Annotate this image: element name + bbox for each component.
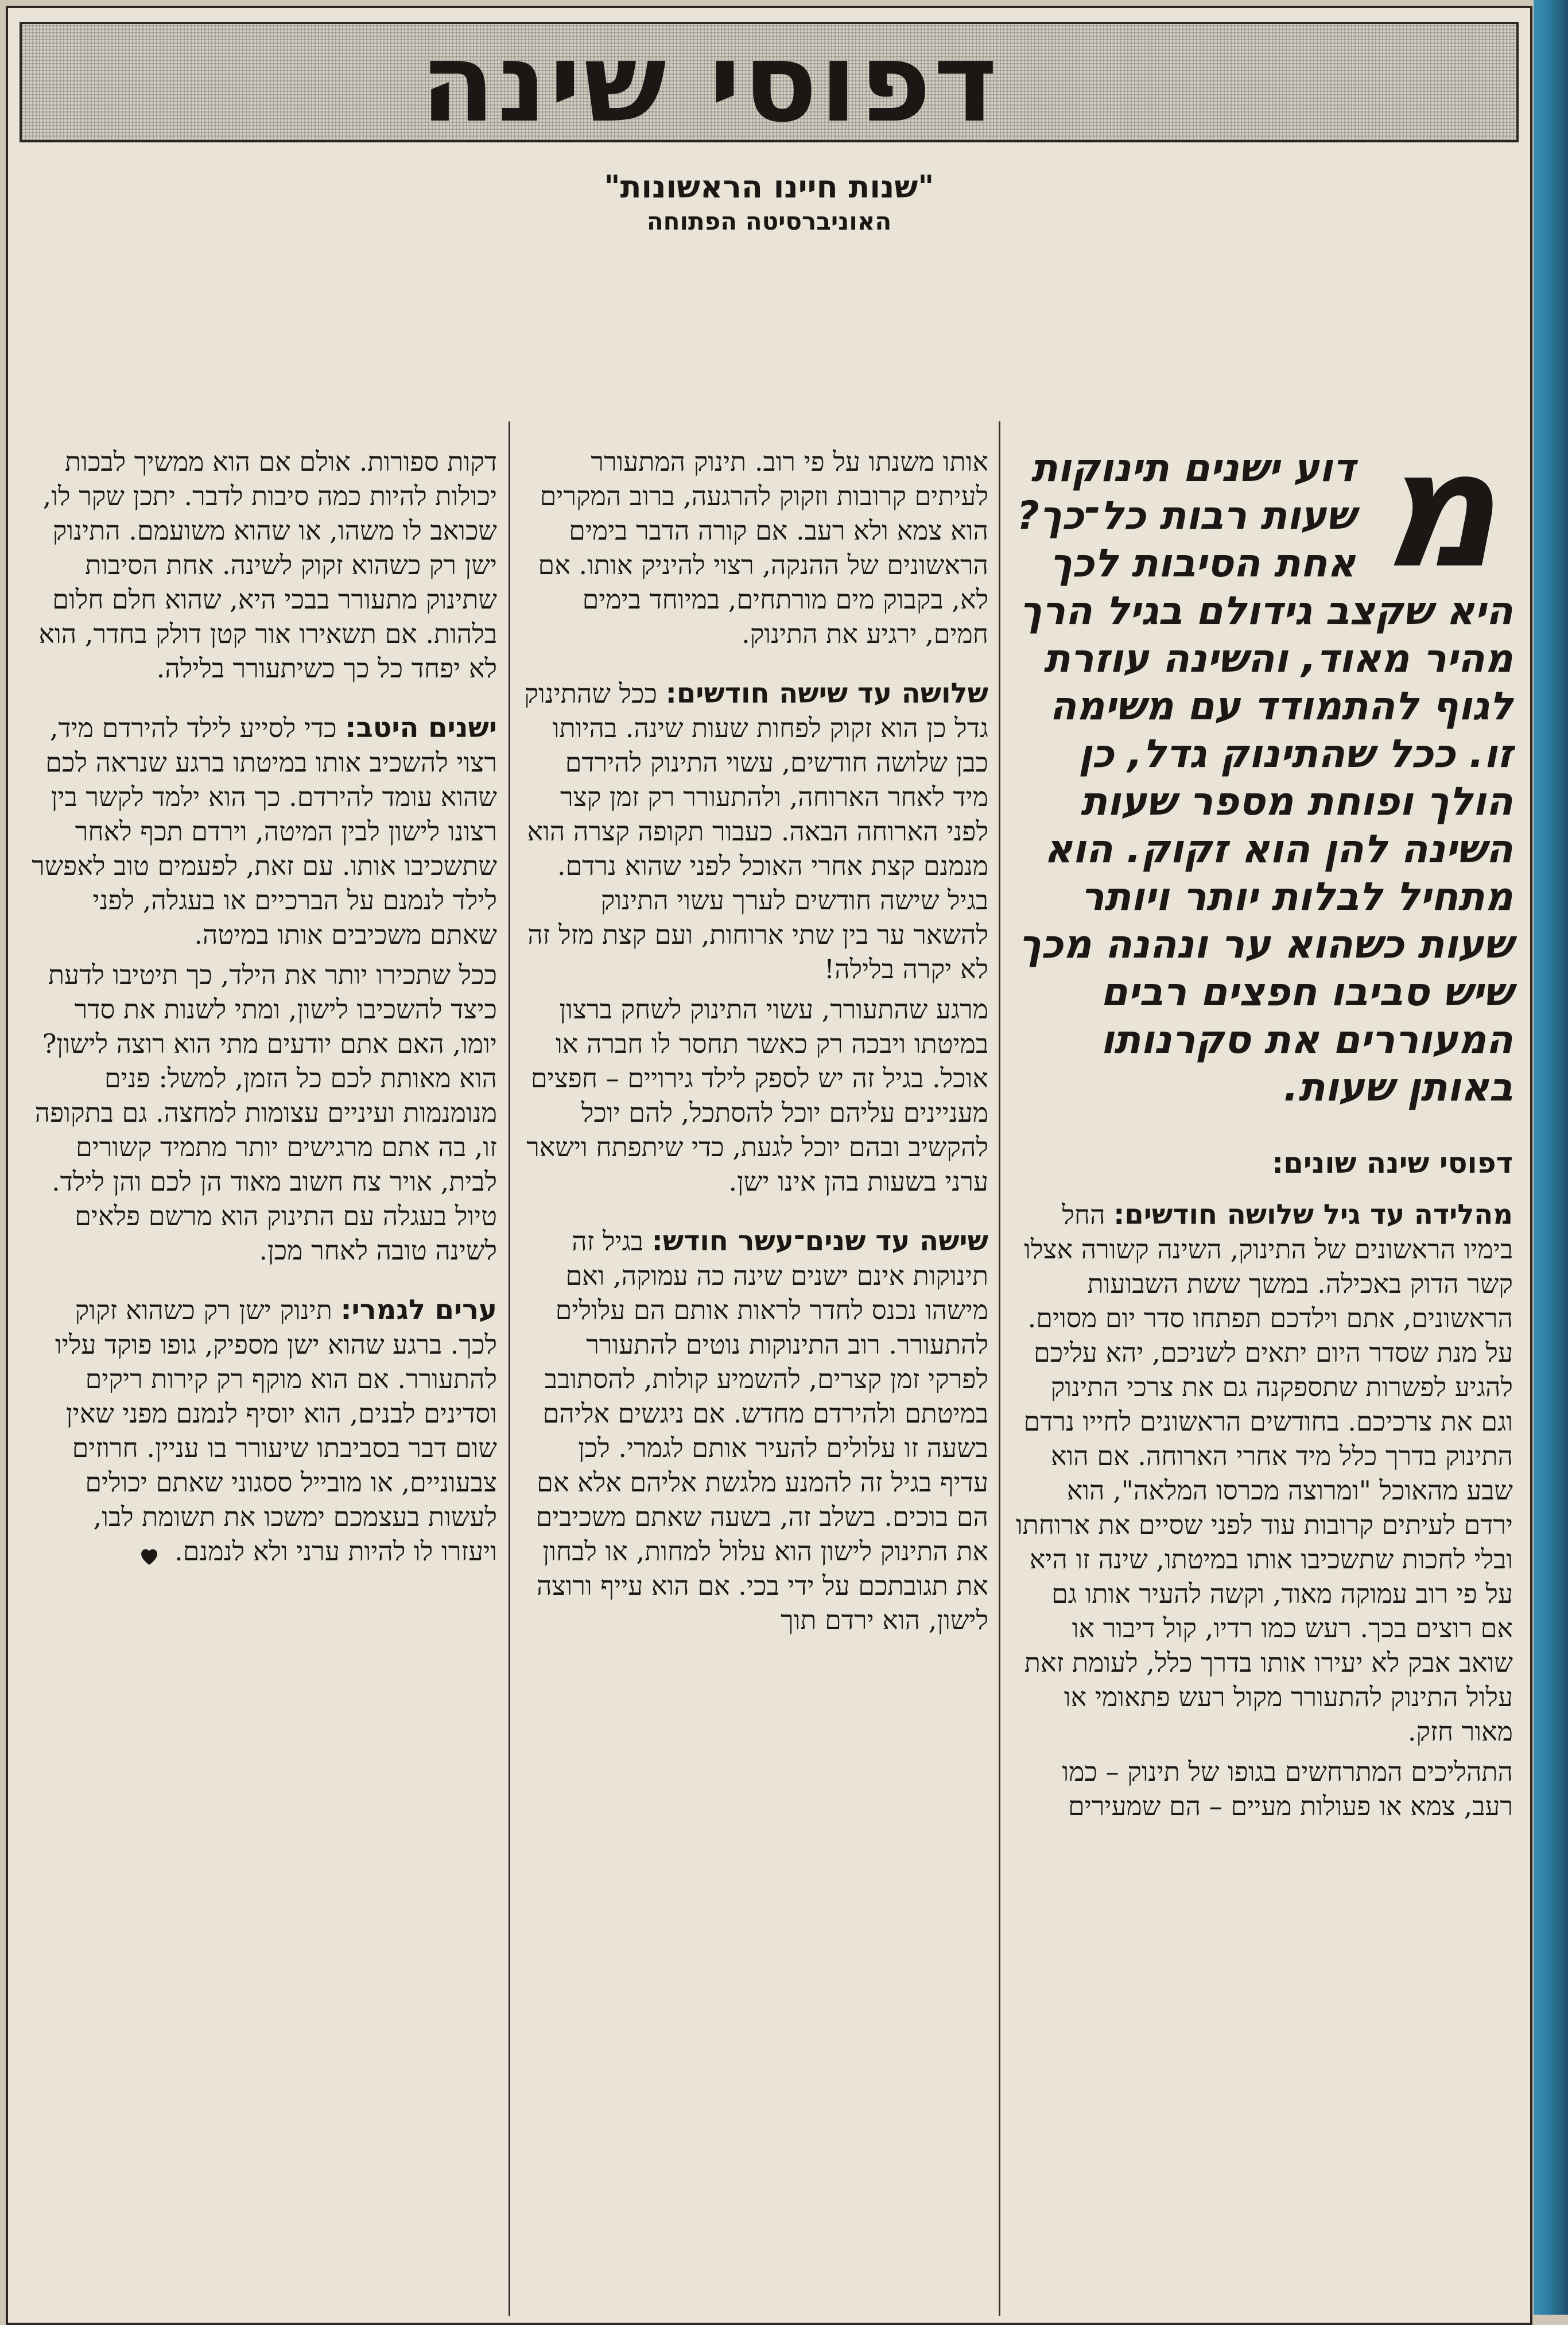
article-header bbox=[20, 169, 1519, 238]
paragraph-stimulation: מרגע שהתעורר, עשוי התינוק לשחק ברצון במיטתו ויבכה רק כאשר תחסר לו חברה או אוכל. בגיל זה יש לספק לילד גירויים – חפצים מעניינים עליהם יוכל להסתכל, להם יוכל להקשיב ובהם יוכל לגעת, כדי שיתפתח וישאר ערני בשעות בהן אינו ישן. bbox=[526, 994, 988, 1197]
magazine-page bbox=[6, 6, 1532, 2325]
subheading-sleeping-well: ישנים היטב: bbox=[345, 712, 497, 744]
lead-text: דוע ישנים תינוקות שעות רבות כל־כך? אחת הסיבות לכך היא שקצב גידולם בגיל הרך מהיר מאוד, והשינה עוזרת לגוף להתמודד עם משימה זו. ככל שהתינוק גדל, כן הולך ופוחת מספר שעות השינה להן הוא זקוק. הוא מתחיל לבלות יותר ויותר שעות כשהוא ער ונהנה מכך שיש סביבו חפצים רבים המעוררים את סקרנותו באותן שעות. bbox=[1016, 445, 1513, 1110]
subheading-birth-to-three: מהלידה עד גיל שלושה חודשים: bbox=[1113, 1199, 1513, 1231]
column-left bbox=[31, 444, 497, 1574]
article-source: האוניברסיטה הפתוחה bbox=[646, 207, 892, 235]
lead-paragraph bbox=[1014, 417, 1513, 1111]
subheading-three-to-six: שלושה עד שישה חודשים: bbox=[665, 677, 988, 710]
paragraph-crying-reasons: דקות ספורות. אולם אם הוא ממשיך לבכות יכולות להיות כמה סיבות לדבר. יתכן שקר לו, שכואב לו משהו, או שהוא משועמם. התינוק ישן רק כשהוא זקוק לשינה. אחת הסיבות שתינוק מתעורר בבכי היא, שהוא חלם חלום בלהות. אם תשאירו אור קטן דולק בחדר, הוא לא יפחד כל כך כשיתעורר בלילה. bbox=[38, 446, 497, 684]
column-right bbox=[1014, 417, 1513, 1829]
column-rule-left bbox=[509, 421, 510, 2316]
paragraph-three-to-six: ככל שהתינוק גדל כן הוא זקוק לפחות שעות שינה. בהיותו כבן שלושה חודשים, עשוי התינוק להירדם מיד לאחר הארוחה, ולהתעורר רק זמן קצר לפני הארוחה הבאה. כעבור תקופה קצרה הוא מנמנם קצת אחרי האוכל לפני שהוא נרדם. בגיל שישה חודשים לערך עשוי התינוק להשאר ער בין שתי ארוחות, ועם קצת מזל זה לא יקרה בלילה! bbox=[524, 678, 988, 985]
page-title: דפוסי שינה bbox=[420, 20, 1000, 146]
section-heading: דפוסי שינה שונים: bbox=[1272, 1146, 1513, 1180]
article-subtitle: "שנות חיינו הראשונות" bbox=[604, 169, 934, 205]
paragraph-birth-to-three: החל בימיו הראשונים של התינוק, השינה קשורה אצלו קשר הדוק באכילה. במשך ששת השבועות הראשונים, אתם וילדכם תפתחו סדר יום מסוים. על מנת שסדר היום יתאים לשניכם, יהא עליכם להגיע לפשרות שתספקנה גם את צרכי התינוק וגם את צרכיכם. בחודשים הראשונים לחייו נרדם התינוק בדרך כלל מיד אחרי הארוחה. אם הוא שבע מהאוכל "ומרוצה מכרסו המלאה", הוא ירדם לעיתים קרובות עוד לפני שסיים את ארוחתו ובלי לחכות שתשכיבו אותו במיטתו, שינה זו היא על פי רוב עמוקה מאוד, וקשה להעיר אותו גם אם רוצים בכך. רעש כמו רדיו, קול דיבור או שואב אבק לא יעירו אותו בדרך כלל, לעומת זאת עלול התינוק להתעורר מקול רעש פתאומי או מאור חזק. bbox=[1015, 1199, 1513, 1747]
subheading-six-to-twelve: שישה עד שנים־עשר חודש: bbox=[651, 1225, 988, 1257]
paragraph-six-to-twelve: בגיל זה תינוקות אינם ישנים שינה כה עמוקה, ואם מישהו נכנס לחדר לראות אותם הם עלולים להתעורר. רוב התינוקות נוטים להתעורר לפרקי זמן קצרים, להשמיע קולות, להסתובב במיטתם ולהירדם מחדש. אם ניגשים אליהם בשעה זו עלולים להעיר אותם לגמרי. לכן עדיף בגיל זה להמנע מלגשת אליהם אלא אם הם בוכים. בשלב זה, בשעה שאתם משכיבים את התינוק לישון הוא עלול למחות, או לבחון את תגובתכם על ידי בכי. אם הוא עייף ורוצה לישון, הוא ירדם תוך bbox=[535, 1226, 988, 1636]
subheading-wide-awake: ערים לגמרי: bbox=[340, 1294, 497, 1326]
title-band bbox=[20, 20, 1519, 146]
paragraph-sleeping-well: כדי לסייע לילד להירדם מיד, רצוי להשכיב אותו במיטתו ברגע שנראה לכם שהוא עומד להירדם. כך הוא ילמד לקשר בין רצונו לישון לבין המיטה, וירדם תכף לאחר שתשכיבו אותו. עם זאת, לפעמים טוב לאפשר לילד לנמנם על הברכיים או בעגלה, לפני שאתם משכיבים אותו במיטה. bbox=[32, 712, 497, 950]
column-rule-right bbox=[999, 421, 1000, 2316]
paragraph-wakes: אותו משנתו על פי רוב. תינוק המתעורר לעיתים קרובות וזקוק להרגעה, ברוב המקרים הוא צמא ולא רעב. אם קורה הדבר בימים הראשונים של ההנקה, רצוי להיניק אותו. אם לא, בקבוק מים מורתחים, במיוחד בימים חמים, ירגיע את התינוק. bbox=[538, 446, 988, 649]
heart-icon bbox=[137, 1541, 161, 1566]
page-edge bbox=[1534, 0, 1568, 2315]
column-middle bbox=[522, 444, 988, 1643]
drop-cap: מ bbox=[1380, 417, 1497, 604]
paragraph-wide-awake: תינוק ישן רק כשהוא זקוק לכך. ברגע שהוא ישן מספיק, גופו פוקד עליו להתעורר. אם הוא מוקף רק קירות ריקים וסדינים לבנים, הוא יוסיף לנמנם מפני שאין שום דבר בסביבתו שיעורר בו עניין. חרוזים צבעוניים, או מובייל ססגוני שאתם יכולים לעשות בעצמכם ימשכו את תשומת לבו, ויעזרו לו להיות ערני ולא לנמנם. bbox=[55, 1295, 497, 1567]
paragraph-body-processes: התהליכים המתרחשים בגופו של תינוק – כמו רעב, צמא או פעולות מעיים – הם שמעירים bbox=[1062, 1756, 1513, 1822]
paragraph-know-your-child: ככל שתכירו יותר את הילד, כך תיטיבו לדעת כיצד להשכיבו לישון, ומתי לשנות את סדר יומו, האם אתם יודעים מתי הוא רוצה לישון? הוא מאותת לכם כל הזמן, למשל: פנים מנומנמות ועיניים עצומות למחצה. גם בתקופה זו, בה אתם מרגישים יותר מתמיד קשורים לבית, אויר צח חשוב מאוד הן לכם והן לילד. טיול בעגלה עם התינוק הוא מרשם פלאים לשינה טובה לאחר מכן. bbox=[34, 959, 497, 1266]
